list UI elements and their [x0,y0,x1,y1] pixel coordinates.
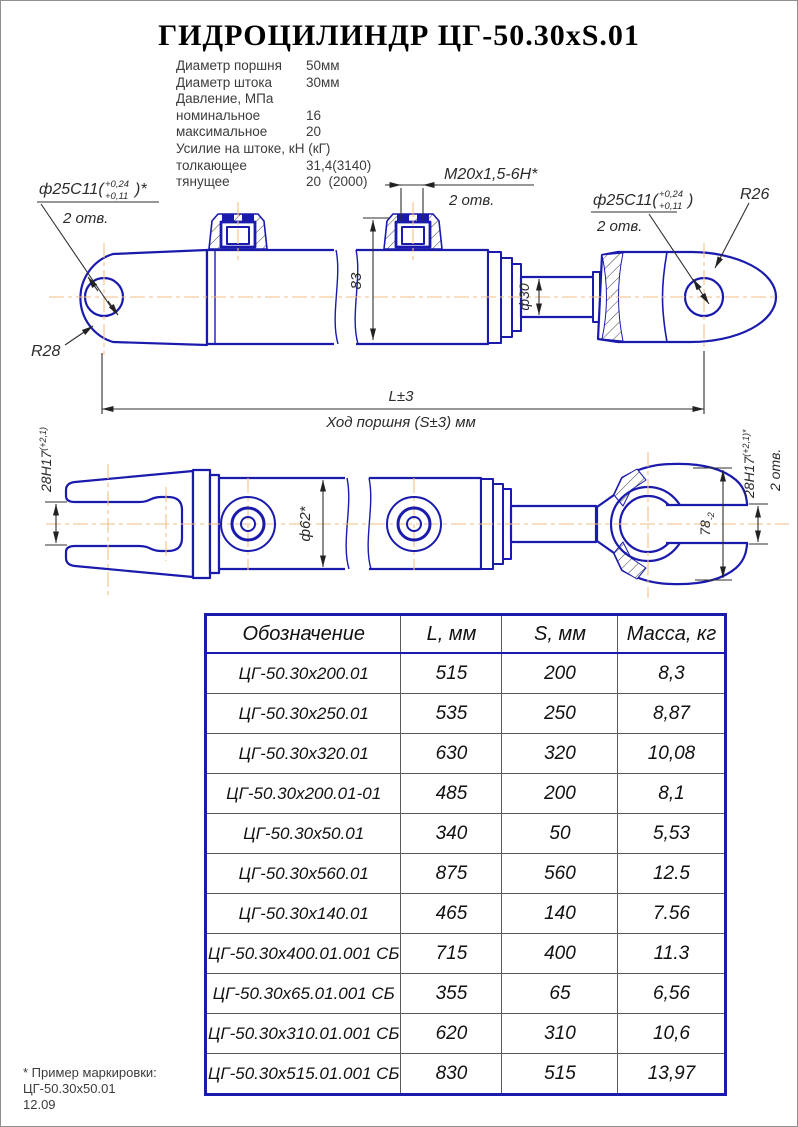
cell-designation: ЦГ-50.30х200.01-01 [206,774,401,814]
cell-mass: 7.56 [618,894,726,934]
cell-stroke: 50 [502,814,618,854]
thread-label: M20x1,5-6H* [444,166,538,183]
fork-slot-right-main: 28H17 [741,456,757,498]
footer-note [23,1065,157,1113]
hole-left-qty: 2 отв. [63,210,109,227]
size-table [204,613,727,1096]
table-row [206,653,726,694]
cell-stroke: 65 [502,974,618,1014]
cell-designation: ЦГ-50.30х400.01.001 СБ [206,934,401,974]
fork-width-tol: -2 [706,512,716,521]
cell-length: 355 [401,974,502,1014]
col-header-designation: Обозначение [206,615,401,654]
cell-designation: ЦГ-50.30х560.01 [206,854,401,894]
spec-label: Диаметр поршня [176,58,282,73]
cell-length: 340 [401,814,502,854]
cell-designation: ЦГ-50.30х250.01 [206,694,401,734]
cell-mass: 8,3 [618,653,726,694]
cylinder-drawing [1,156,797,616]
hole-left-tol-upper: +0,24 [105,179,130,190]
spec-row [176,124,476,141]
cell-mass: 10,6 [618,1014,726,1054]
col-header-stroke: S, мм [502,615,618,654]
table-row [206,694,726,734]
fork-slot-left-tol: (+2,1) [38,426,48,451]
spec-label: максимальное [176,124,268,140]
spec-value: 50мм [306,58,340,73]
cell-designation: ЦГ-50.30х320.01 [206,734,401,774]
cell-mass: 13,97 [618,1054,726,1095]
spec-value: 20 (2000) [306,174,368,190]
hole-right-tol-lower: +0,11 [659,201,683,212]
table-header-row [206,615,726,654]
hole-right-qty: 2 отв. [597,218,643,235]
marking-note: * Пример маркировки: [23,1065,157,1080]
col-header-mass: Масса, кг [618,615,726,654]
cell-stroke: 560 [502,854,618,894]
side-view [80,214,776,348]
cell-stroke: 400 [502,934,618,974]
spec-row [176,58,476,75]
hole-left-tol-lower: +0,11 [105,191,129,202]
size-table-wrap [204,613,727,1096]
cell-designation: ЦГ-50.30х50.01 [206,814,401,854]
cell-mass: 11.3 [618,934,726,974]
rod-dia-label: ф30 [516,283,532,311]
marking-example: ЦГ-50.30x50.01 [23,1081,116,1096]
table-row [206,774,726,814]
cell-stroke: 310 [502,1014,618,1054]
spec-value: 31,4(3140) [306,157,372,173]
spec-label: Давление, МПа [176,91,274,107]
spec-label: Усилие на штоке, кН (кГ) [176,140,331,156]
cell-stroke: 515 [502,1054,618,1095]
cell-stroke: 200 [502,653,618,694]
table-row [206,934,726,974]
radius-rod-eye-label: R26 [740,186,770,203]
spec-row [176,91,476,108]
fork-slot-right-label [741,429,757,499]
cell-length: 875 [401,854,502,894]
fork-slot-left-main: 28H17 [38,450,54,492]
hole-right-close: ) [688,192,694,209]
spec-label: номинальное [176,107,261,123]
marking-date: 12.09 [23,1097,56,1112]
cell-mass: 6,56 [618,974,726,1014]
spec-value: 30мм [306,74,340,90]
cell-length: 485 [401,774,502,814]
height-83-label: 83 [348,272,365,290]
fork-slot-right-tol: (+2,1)* [741,429,751,457]
cell-length: 830 [401,1054,502,1095]
cell-length: 515 [401,653,502,694]
spec-value: 20 [306,124,322,140]
spec-label: Диаметр штока [176,74,273,90]
col-header-length: L, мм [401,615,502,654]
length-label: L±3 [388,388,414,405]
cell-designation: ЦГ-50.30х515.01.001 СБ [206,1054,401,1095]
page-title: ГИДРОЦИЛИНДР ЦГ-50.30xS.01 [158,19,640,52]
cell-designation: ЦГ-50.30х65.01.001 СБ [206,974,401,1014]
cell-length: 715 [401,934,502,974]
cell-stroke: 250 [502,694,618,734]
hole-left-close: )* [135,181,147,198]
spec-value: 16 [306,107,322,123]
radius-base-eye-label: R28 [31,343,61,360]
body-dia-label: ф62* [297,506,314,542]
hole-left-label: ф25С11( [39,181,104,198]
fork-slot-left-label [38,427,54,493]
table-row [206,814,726,854]
cell-stroke: 320 [502,734,618,774]
table-row [206,854,726,894]
hole-right-tol-upper: +0,24 [659,189,684,200]
cell-mass: 8,1 [618,774,726,814]
cell-mass: 10,08 [618,734,726,774]
spec-label: толкающее [176,157,247,173]
hole-right-label: ф25С11( [593,192,658,209]
table-body [206,653,726,1095]
cell-designation: ЦГ-50.30х200.01 [206,653,401,694]
stroke-label: Ход поршня (S±3) мм [326,414,476,431]
table-row [206,974,726,1014]
cell-stroke: 140 [502,894,618,934]
cell-stroke: 200 [502,774,618,814]
table-row [206,734,726,774]
cell-mass: 5,53 [618,814,726,854]
fork-width-main: 78 [697,520,713,536]
cell-length: 620 [401,1014,502,1054]
cell-length: 630 [401,734,502,774]
table-row [206,1054,726,1095]
cell-mass: 8,87 [618,694,726,734]
spec-row [176,75,476,92]
spec-label: тянущее [176,174,230,190]
cell-designation: ЦГ-50.30х140.01 [206,894,401,934]
thread-qty: 2 отв. [449,192,495,209]
cell-length: 535 [401,694,502,734]
table-row [206,894,726,934]
cell-designation: ЦГ-50.30х310.01.001 СБ [206,1014,401,1054]
cell-mass: 12.5 [618,854,726,894]
fork-slot-right-qty: 2 отв. [767,448,783,491]
spec-row [176,108,476,125]
cell-length: 465 [401,894,502,934]
table-row [206,1014,726,1054]
